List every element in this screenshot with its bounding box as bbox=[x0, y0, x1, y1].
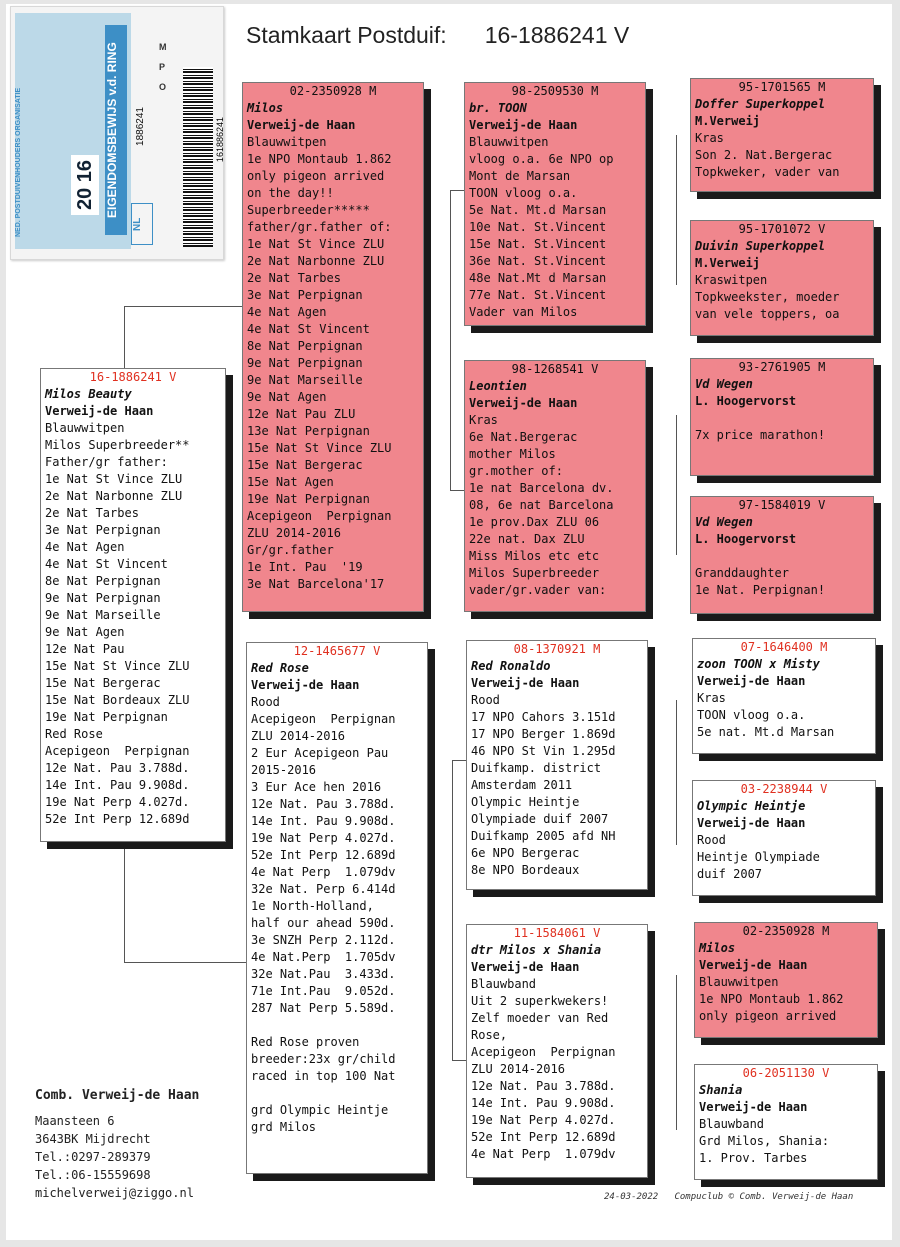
pigeon-ring: 95-1701072 V bbox=[738, 222, 826, 236]
pedigree-line: Rood bbox=[697, 833, 726, 847]
pedigree-line: Vader van Milos bbox=[469, 305, 578, 319]
barcode-number: 161886241 bbox=[215, 117, 225, 163]
address-line: 3643BK Mijdrecht bbox=[35, 1132, 151, 1146]
connector-line bbox=[450, 190, 464, 191]
pedigree-line: 15e Nat Bordeaux ZLU bbox=[45, 693, 190, 707]
connector-line bbox=[124, 306, 246, 307]
pedigree-line: 5e Nat. Mt.d Marsan bbox=[469, 203, 607, 217]
pedigree-line: duif 2007 bbox=[697, 867, 763, 881]
pigeon-owner: Verweij-de Haan bbox=[699, 1100, 808, 1114]
pedigree-line: 1e Nat. Perpignan! bbox=[695, 583, 826, 597]
pigeon-box-mother bbox=[246, 642, 428, 1174]
pedigree-line: 9e Nat Agen bbox=[247, 390, 327, 404]
pedigree-line: 2 Eur Acepigeon Pau bbox=[251, 746, 389, 760]
pigeon-box-ffm bbox=[690, 220, 874, 336]
pedigree-line: on the day!! bbox=[247, 186, 334, 200]
pedigree-line: 32e Nat. Perp 6.414d bbox=[251, 882, 396, 896]
pedigree-line: 77e Nat. St.Vincent bbox=[469, 288, 607, 302]
pedigree-line: Blauwband bbox=[471, 977, 537, 991]
pedigree-line: TOON vloog o.a. bbox=[469, 186, 578, 200]
pedigree-line: 14e Int. Pau 9.908d. bbox=[251, 814, 396, 828]
card-mark: P bbox=[159, 62, 166, 72]
pedigree-line: Topkweker, vader van bbox=[695, 165, 840, 179]
pigeon-owner: L. Hoogervorst bbox=[695, 394, 797, 408]
pedigree-line: raced in top 100 Nat bbox=[251, 1069, 396, 1083]
pedigree-line: 3e Nat Barcelona'17 bbox=[247, 577, 385, 591]
pedigree-line: 1e nat Barcelona dv. bbox=[469, 481, 614, 495]
connector-line bbox=[452, 760, 466, 761]
pedigree-line bbox=[695, 548, 869, 565]
email-link[interactable]: michelverweij@ziggo.nl bbox=[35, 1186, 194, 1200]
print-date: 24-03-2022 bbox=[604, 1192, 659, 1202]
pedigree-line: 15e Nat St Vince ZLU bbox=[45, 659, 190, 673]
pedigree-line: Gr/gr.father bbox=[247, 543, 334, 557]
pigeon-name: dtr Milos x Shania bbox=[471, 943, 602, 957]
pigeon-ring: 02-2350928 M bbox=[742, 924, 830, 938]
pedigree-line: breeder:23x gr/child bbox=[251, 1052, 396, 1066]
pedigree-line: Blauwwitpen bbox=[247, 135, 327, 149]
pigeon-ring: 98-2509530 M bbox=[511, 84, 599, 98]
pedigree-line: 4e Nat Perp 1.079dv bbox=[251, 865, 396, 879]
pigeon-lines bbox=[695, 548, 869, 599]
pigeon-owner: Verweij-de Haan bbox=[251, 678, 360, 692]
pedigree-line: 9e Nat Perpignan bbox=[247, 356, 363, 370]
pedigree-line: 2e Nat Tarbes bbox=[45, 506, 139, 520]
pedigree-line: 22e nat. Dax ZLU bbox=[469, 532, 585, 546]
pedigree-line: 19e Nat Perp 4.027d. bbox=[471, 1113, 616, 1127]
pigeon-ring: 11-1584061 V bbox=[513, 926, 601, 940]
card-year-b: 16 bbox=[74, 159, 96, 183]
pedigree-line: 13e Nat Perpignan bbox=[247, 424, 370, 438]
pedigree-line: Olympic Heintje bbox=[471, 795, 580, 809]
pedigree-line: Blauwwitpen bbox=[469, 135, 549, 149]
pigeon-ring: 16-1886241 V bbox=[89, 370, 177, 384]
pigeon-lines bbox=[697, 832, 871, 883]
pigeon-ring: 06-2051130 V bbox=[742, 1066, 830, 1080]
pigeon-lines bbox=[469, 134, 641, 321]
pigeon-owner: L. Hoogervorst bbox=[695, 532, 797, 546]
pedigree-line: Mont de Marsan bbox=[469, 169, 571, 183]
pedigree-line: 2015-2016 bbox=[251, 763, 317, 777]
pigeon-name: Doffer Superkoppel bbox=[695, 97, 826, 111]
pedigree-line: father/gr.father of: bbox=[247, 220, 392, 234]
pedigree-line: vader/gr.vader van: bbox=[469, 583, 607, 597]
pigeon-owner: M.Verweij bbox=[695, 114, 761, 128]
pedigree-line: Heintje Olympiade bbox=[697, 850, 820, 864]
title-label: Stamkaart Postduif: bbox=[246, 22, 447, 48]
pigeon-name: Leontien bbox=[469, 379, 527, 393]
pedigree-line: 14e Int. Pau 9.908d. bbox=[45, 778, 190, 792]
pedigree-line: 7x price marathon! bbox=[695, 428, 826, 442]
pedigree-line: 1e NPO Montaub 1.862 bbox=[699, 992, 844, 1006]
pedigree-line: 9e Nat Marseille bbox=[45, 608, 161, 622]
pigeon-ring: 08-1370921 M bbox=[513, 642, 601, 656]
pedigree-line: 32e Nat.Pau 3.433d. bbox=[251, 967, 396, 981]
pedigree-line: Red Rose bbox=[45, 727, 103, 741]
pedigree-line: 2e Nat Narbonne ZLU bbox=[247, 254, 385, 268]
pedigree-line: 12e Nat. Pau 3.788d. bbox=[45, 761, 190, 775]
pedigree-line: half our ahead 590d. bbox=[251, 916, 396, 930]
pedigree-line bbox=[251, 1085, 423, 1102]
pedigree-line: 71e Int.Pau 9.052d. bbox=[251, 984, 396, 998]
pigeon-lines bbox=[469, 412, 641, 599]
pigeon-lines bbox=[695, 410, 869, 444]
connector-line bbox=[450, 490, 464, 491]
card-mark: O bbox=[159, 82, 167, 92]
pigeon-ring: 93-2761905 M bbox=[738, 360, 826, 374]
address-line: Maansteen 6 bbox=[35, 1114, 115, 1128]
pedigree-line: 19e Nat Perp 4.027d. bbox=[45, 795, 190, 809]
pedigree-line: Blauwband bbox=[699, 1117, 765, 1131]
pedigree-line: vloog o.a. 6e NPO op bbox=[469, 152, 614, 166]
pedigree-line: Acepigeon Perpignan bbox=[471, 1045, 616, 1059]
pedigree-line: 3e SNZH Perp 2.112d. bbox=[251, 933, 396, 947]
pedigree-line: ZLU 2014-2016 bbox=[471, 1062, 565, 1076]
pedigree-line: Kras bbox=[697, 691, 726, 705]
connector-line bbox=[676, 700, 677, 845]
pigeon-owner: Verweij-de Haan bbox=[247, 118, 356, 132]
pedigree-line: 2e Nat Tarbes bbox=[247, 271, 341, 285]
pigeon-lines bbox=[471, 692, 643, 879]
connector-line bbox=[676, 415, 677, 555]
pedigree-line: Rose, bbox=[471, 1028, 508, 1042]
pedigree-line: 15e Nat Agen bbox=[247, 475, 334, 489]
pedigree-line: Granddaughter bbox=[695, 566, 789, 580]
pedigree-line: 2e Nat Narbonne ZLU bbox=[45, 489, 183, 503]
pigeon-name: Vd Wegen bbox=[695, 377, 753, 391]
pedigree-line bbox=[695, 410, 869, 427]
pigeon-lines bbox=[251, 694, 423, 1136]
pigeon-lines bbox=[471, 976, 643, 1163]
pigeon-lines bbox=[695, 130, 869, 181]
pedigree-line: Duifkamp 2005 afd NH bbox=[471, 829, 616, 843]
pigeon-ring: 12-1465677 V bbox=[293, 644, 381, 658]
address-line: Tel.:0297-289379 bbox=[35, 1150, 151, 1164]
pigeon-name: Shania bbox=[699, 1083, 743, 1097]
pedigree-line: grd Olympic Heintje bbox=[251, 1103, 389, 1117]
pedigree-line: 52e Int Perp 12.689d bbox=[471, 1130, 616, 1144]
card-mark: M bbox=[159, 42, 167, 52]
pedigree-line: van vele toppers, oa bbox=[695, 307, 840, 321]
pigeon-ring: 02-2350928 M bbox=[289, 84, 377, 98]
pedigree-line: 12e Nat Pau bbox=[45, 642, 125, 656]
pigeon-name: Olympic Heintje bbox=[697, 799, 806, 813]
pedigree-line: 12e Nat. Pau 3.788d. bbox=[471, 1079, 616, 1093]
pedigree-line: 3 Eur Ace hen 2016 bbox=[251, 780, 382, 794]
connector-line bbox=[450, 190, 451, 490]
pigeon-box-mfm bbox=[692, 780, 876, 896]
pedigree-line: Grd Milos, Shania: bbox=[699, 1134, 830, 1148]
pigeon-box-fff bbox=[690, 78, 874, 192]
card-year bbox=[71, 155, 99, 215]
pedigree-line: 1. Prov. Tarbes bbox=[699, 1151, 808, 1165]
pigeon-owner: Verweij-de Haan bbox=[697, 816, 806, 830]
pedigree-line: 287 Nat Perp 5.589d. bbox=[251, 1001, 396, 1015]
pedigree-line: 12e Nat. Pau 3.788d. bbox=[251, 797, 396, 811]
pedigree-line bbox=[251, 1017, 423, 1034]
pedigree-line: 9e Nat Marseille bbox=[247, 373, 363, 387]
pedigree-line: Red Rose proven bbox=[251, 1035, 360, 1049]
pigeon-name: Duivin Superkoppel bbox=[695, 239, 826, 253]
pedigree-line: 4e Nat Perp 1.079dv bbox=[471, 1147, 616, 1161]
pedigree-line: Zelf moeder van Red bbox=[471, 1011, 609, 1025]
pedigree-line: 19e Nat Perpignan bbox=[247, 492, 370, 506]
pedigree-line: Kras bbox=[695, 131, 724, 145]
card-banner: EIGENDOMSBEWIJS v.d. RING bbox=[105, 25, 127, 235]
pedigree-line: 52e Int Perp 12.689d bbox=[251, 848, 396, 862]
pedigree-line: 10e Nat. St.Vincent bbox=[469, 220, 607, 234]
connector-line bbox=[124, 306, 125, 368]
pedigree-line: 9e Nat Perpignan bbox=[45, 591, 161, 605]
pigeon-owner: Verweij-de Haan bbox=[471, 676, 580, 690]
pedigree-line: TOON vloog o.a. bbox=[697, 708, 806, 722]
pedigree-line: 4e Nat Agen bbox=[45, 540, 125, 554]
pedigree-line: Amsterdam 2011 bbox=[471, 778, 573, 792]
pedigree-line: 1e Nat St Vince ZLU bbox=[247, 237, 385, 251]
card-country: NL bbox=[131, 203, 153, 245]
ring-ownership-card bbox=[10, 6, 224, 260]
pedigree-line: Rood bbox=[471, 693, 500, 707]
pigeon-box-fmf bbox=[690, 358, 874, 476]
pedigree-line: 1e NPO Montaub 1.862 bbox=[247, 152, 392, 166]
pedigree-line: 4e Nat St Vincent bbox=[45, 557, 168, 571]
pedigree-line: 8e Nat Perpignan bbox=[247, 339, 363, 353]
pigeon-box-fmm bbox=[690, 496, 874, 614]
credit-text: Compuclub © Comb. Verweij-de Haan bbox=[674, 1192, 854, 1202]
pedigree-line: 15e Nat Bergerac bbox=[247, 458, 363, 472]
print-credit bbox=[604, 1192, 853, 1202]
pedigree-line: only pigeon arrived bbox=[699, 1009, 837, 1023]
pedigree-line: 6e Nat.Bergerac bbox=[469, 430, 578, 444]
pedigree-line: Acepigeon Perpignan bbox=[247, 509, 392, 523]
pigeon-name: Milos bbox=[247, 101, 284, 115]
pedigree-line: ZLU 2014-2016 bbox=[251, 729, 345, 743]
pedigree-line: 19e Nat Perp 4.027d. bbox=[251, 831, 396, 845]
pedigree-line: 15e Nat. St.Vincent bbox=[469, 237, 607, 251]
address-line: Tel.:06-15559698 bbox=[35, 1168, 151, 1182]
pedigree-line: 1e prov.Dax ZLU 06 bbox=[469, 515, 600, 529]
card-organisation: NED. POSTDUIVENHOUDERS ORGANISATIE bbox=[15, 87, 22, 237]
pigeon-name: Milos Beauty bbox=[45, 387, 132, 401]
pedigree-line: Blauwwitpen bbox=[699, 975, 779, 989]
pedigree-line: gr.mother of: bbox=[469, 464, 563, 478]
pigeon-owner: Verweij-de Haan bbox=[45, 404, 154, 418]
pedigree-line: Olympiade duif 2007 bbox=[471, 812, 609, 826]
pigeon-lines bbox=[695, 272, 869, 323]
pedigree-line: ZLU 2014-2016 bbox=[247, 526, 341, 540]
connector-line bbox=[124, 962, 246, 963]
pedigree-line: 14e Int. Pau 9.908d. bbox=[471, 1096, 616, 1110]
pedigree-line: Miss Milos etc etc bbox=[469, 549, 600, 563]
pigeon-lines bbox=[699, 1116, 873, 1167]
pedigree-line: 08, 6e nat Barcelona bbox=[469, 498, 614, 512]
pedigree-line: only pigeon arrived bbox=[247, 169, 385, 183]
pedigree-line: 4e Nat.Perp 1.705dv bbox=[251, 950, 396, 964]
pedigree-line: 15e Nat St Vince ZLU bbox=[247, 441, 392, 455]
pigeon-name: Red Rose bbox=[251, 661, 309, 675]
pedigree-line: Topkweekster, moeder bbox=[695, 290, 840, 304]
pigeon-lines bbox=[697, 690, 871, 741]
pigeon-owner: M.Verweij bbox=[695, 256, 761, 270]
pedigree-line: Uit 2 superkwekers! bbox=[471, 994, 609, 1008]
pigeon-name: Vd Wegen bbox=[695, 515, 753, 529]
pigeon-box-father-father bbox=[464, 82, 646, 326]
pedigree-line: 8e Nat Perpignan bbox=[45, 574, 161, 588]
pedigree-line: 1e North-Holland, bbox=[251, 899, 374, 913]
pigeon-ring: 95-1701565 M bbox=[738, 80, 826, 94]
pedigree-line: Milos Superbreeder** bbox=[45, 438, 190, 452]
pedigree-line: 1e Int. Pau '19 bbox=[247, 560, 363, 574]
pedigree-line: Duifkamp. district bbox=[471, 761, 602, 775]
pedigree-line: Acepigeon Perpignan bbox=[45, 744, 190, 758]
pedigree-line: 4e Nat St Vincent bbox=[247, 322, 370, 336]
pedigree-line: 17 NPO Cahors 3.151d bbox=[471, 710, 616, 724]
pedigree-line: 46 NPO St Vin 1.295d bbox=[471, 744, 616, 758]
pigeon-name: Milos bbox=[699, 941, 736, 955]
pigeon-box-mother-mother bbox=[466, 924, 648, 1178]
pedigree-line: 52e Int Perp 12.689d bbox=[45, 812, 190, 826]
pedigree-line: 36e Nat. St.Vincent bbox=[469, 254, 607, 268]
pigeon-owner: Verweij-de Haan bbox=[697, 674, 806, 688]
pigeon-ring: 97-1584019 V bbox=[738, 498, 826, 512]
pedigree-line: 6e NPO Bergerac bbox=[471, 846, 580, 860]
pedigree-line: 17 NPO Berger 1.869d bbox=[471, 727, 616, 741]
pigeon-ring: 98-1268541 V bbox=[511, 362, 599, 376]
pedigree-line: Son 2. Nat.Bergerac bbox=[695, 148, 833, 162]
pigeon-lines bbox=[247, 134, 419, 593]
pedigree-line: Father/gr father: bbox=[45, 455, 168, 469]
pigeon-owner: Verweij-de Haan bbox=[471, 960, 580, 974]
connector-line bbox=[124, 842, 125, 962]
pigeon-box-mother-father bbox=[466, 640, 648, 890]
pigeon-box-father bbox=[242, 82, 424, 612]
pigeon-box-mmf bbox=[694, 922, 878, 1038]
pigeon-box-mmm bbox=[694, 1064, 878, 1180]
pedigree-line: Rood bbox=[251, 695, 280, 709]
pedigree-line: Kraswitpen bbox=[695, 273, 768, 287]
pedigree-line: Blauwwitpen bbox=[45, 421, 125, 435]
pedigree-line: 5e nat. Mt.d Marsan bbox=[697, 725, 835, 739]
pedigree-line: 1e Nat St Vince ZLU bbox=[45, 472, 183, 486]
page-title bbox=[246, 22, 629, 49]
connector-line bbox=[452, 1060, 466, 1061]
pigeon-name: Red Ronaldo bbox=[471, 659, 551, 673]
pedigree-line: Superbreeder***** bbox=[247, 203, 370, 217]
pigeon-ring: 03-2238944 V bbox=[740, 782, 828, 796]
connector-line bbox=[676, 135, 677, 285]
pedigree-line: mother Milos bbox=[469, 447, 556, 461]
pedigree-line: 3e Nat Perpignan bbox=[45, 523, 161, 537]
pedigree-line: Kras bbox=[469, 413, 498, 427]
pedigree-line: Acepigeon Perpignan bbox=[251, 712, 396, 726]
title-ring-number: 16-1886241 V bbox=[484, 22, 630, 48]
card-year-a: 20 bbox=[74, 187, 96, 211]
pigeon-box-father-mother bbox=[464, 360, 646, 612]
pigeon-name: br. TOON bbox=[469, 101, 527, 115]
pigeon-lines bbox=[45, 420, 221, 828]
breeder-address bbox=[35, 1112, 194, 1202]
pedigree-line: Milos Superbreeder bbox=[469, 566, 600, 580]
card-ring-number: 1886241 bbox=[135, 107, 146, 146]
pigeon-box-mff bbox=[692, 638, 876, 754]
pedigree-line: grd Milos bbox=[251, 1120, 317, 1134]
pedigree-line: 48e Nat.Mt d Marsan bbox=[469, 271, 607, 285]
pigeon-ring: 07-1646400 M bbox=[740, 640, 828, 654]
pigeon-lines bbox=[699, 974, 873, 1025]
pedigree-line: 8e NPO Bordeaux bbox=[471, 863, 580, 877]
pigeon-box-main bbox=[40, 368, 226, 842]
pigeon-name: zoon TOON x Misty bbox=[697, 657, 820, 671]
barcode-icon bbox=[183, 67, 213, 247]
breeder-name: Comb. Verweij-de Haan bbox=[35, 1088, 200, 1103]
pedigree-line: 4e Nat Agen bbox=[247, 305, 327, 319]
pedigree-line: 9e Nat Agen bbox=[45, 625, 125, 639]
pedigree-line: 12e Nat Pau ZLU bbox=[247, 407, 356, 421]
pedigree-line: 3e Nat Perpignan bbox=[247, 288, 363, 302]
pedigree-line: 15e Nat Bergerac bbox=[45, 676, 161, 690]
card-marks bbox=[159, 37, 167, 97]
pedigree-line: 19e Nat Perpignan bbox=[45, 710, 168, 724]
connector-line bbox=[452, 760, 453, 1060]
pigeon-owner: Verweij-de Haan bbox=[469, 118, 578, 132]
pigeon-owner: Verweij-de Haan bbox=[469, 396, 578, 410]
pigeon-owner: Verweij-de Haan bbox=[699, 958, 808, 972]
connector-line bbox=[676, 975, 677, 1130]
